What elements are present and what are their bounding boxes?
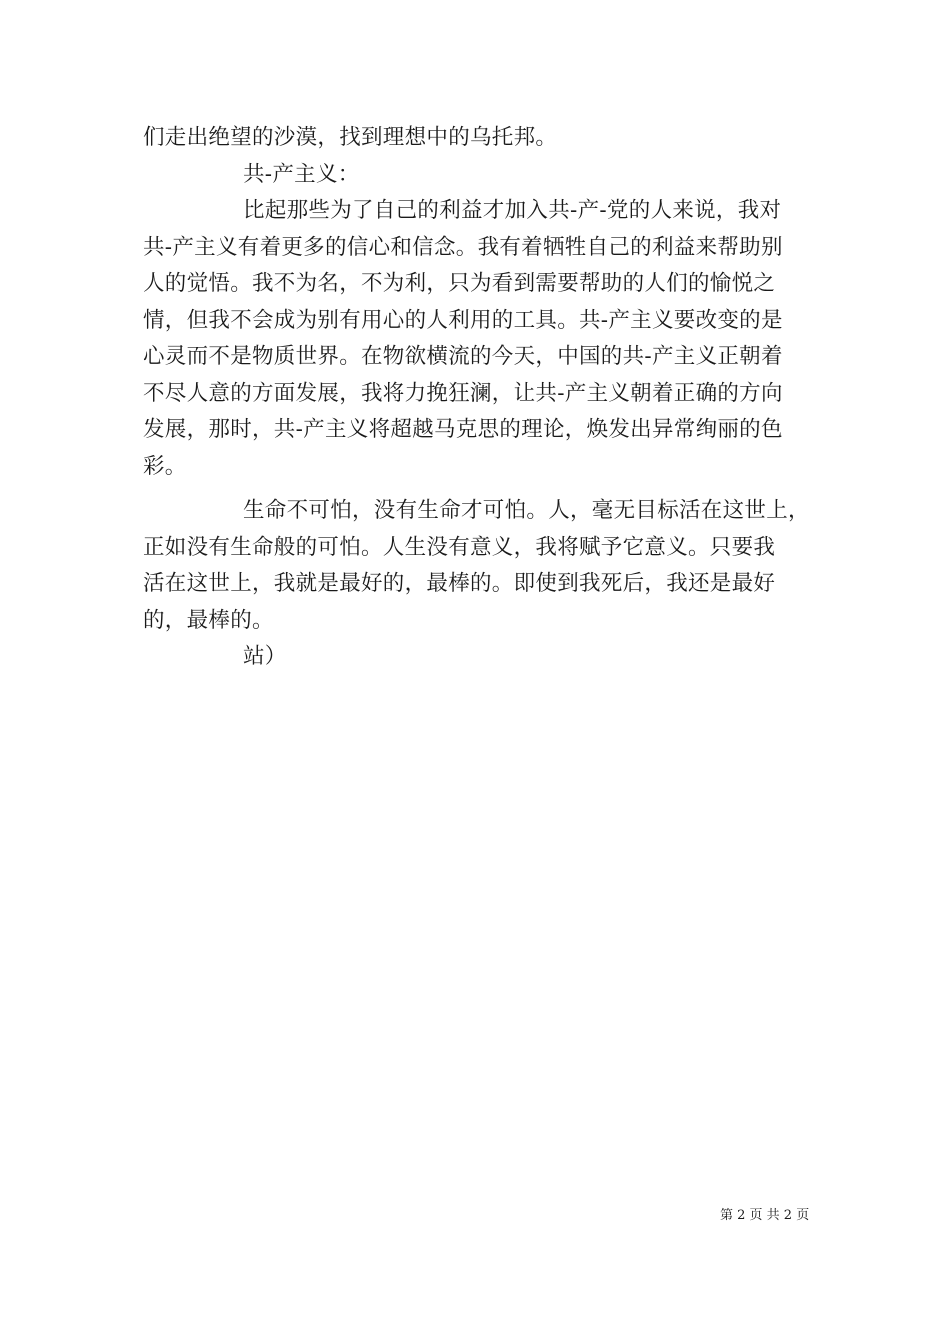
text-line: 情，但我不会成为别有用心的人利用的工具。共-产主义要改变的是: [143, 307, 783, 333]
text-line: 活在这世上，我就是最好的，最棒的。即使到我死后，我还是最好: [143, 571, 776, 596]
text-line: 正如没有生命般的可怕。人生没有意义，我将赋予它意义。只要我: [143, 534, 776, 560]
text-line: 共-产主义有着更多的信心和信念。我有着牺牲自己的利益来帮助别: [143, 234, 783, 260]
text-line: 发展，那时，共-产主义将超越马克思的理论，焕发出异常绚丽的色: [143, 417, 783, 442]
body-text: [143, 120, 823, 676]
text-line: 生命不可怕，没有生命才可怕。人，毫无目标活在这世上，: [243, 498, 810, 523]
text-line: 比起那些为了自己的利益才加入共-产-党的人来说，我对: [243, 198, 782, 223]
text-line: 的，最棒的。: [143, 607, 274, 633]
page-number-footer: 第 2 页 共 2 页: [720, 1208, 810, 1223]
text-line: 心灵而不是物质世界。在物欲横流的今天，中国的共-产主义正朝着: [143, 344, 783, 369]
text-line: 彩。: [143, 453, 187, 479]
text-line: 不尽人意的方面发展，我将力挽狂澜，让共-产主义朝着正确的方向: [143, 380, 783, 406]
section-heading: 共-产主义：: [243, 161, 360, 187]
text-line: 站）: [243, 644, 287, 669]
text-line: 人的觉悟。我不为名，不为利，只为看到需要帮助的人们的愉悦之: [143, 271, 776, 296]
text-line: 们走出绝望的沙漠，找到理想中的乌托邦。: [143, 125, 558, 150]
